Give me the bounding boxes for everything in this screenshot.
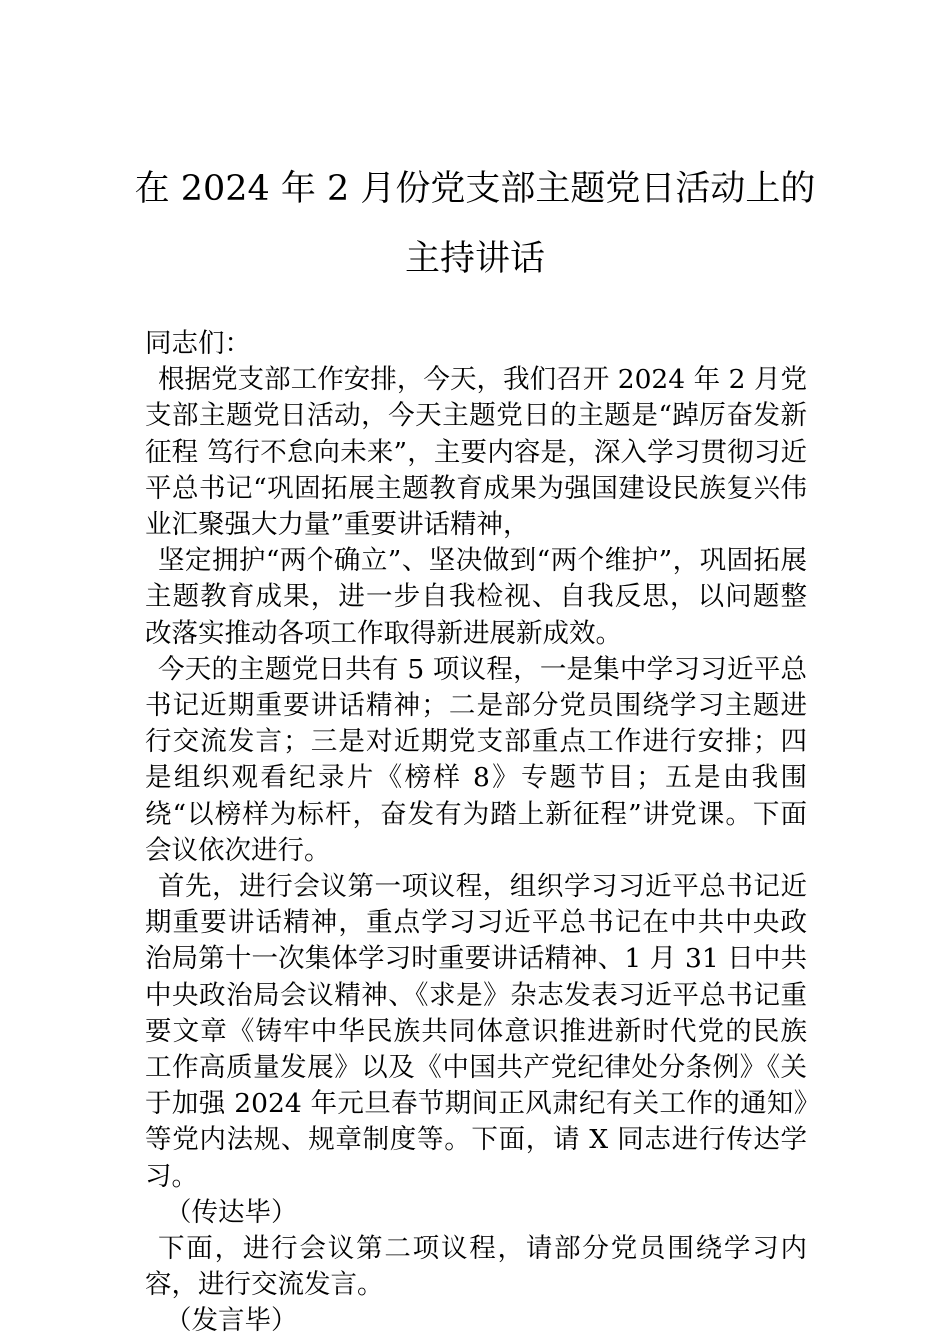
paragraph: 首先，进行会议第一项议程，组织学习习近平总书记近期重要讲话精神，重点学习习近平总书记在中共中央政治局第十一次集体学习时重要讲话精神、1 月 31 日中共中央政治局会议精神、《求是》杂志发表习近平总书记重要文章《铸牢中华民族共同体意识推进新时代党的民族工作高质量发展》以及《中国共产党纪律处分条例》《关于加强 2024 年元旦春节期间正风肃纪有关工作的通知》等党内法规、规章制度等。下面，请 X 同志进行传达学习。 — [145, 871, 807, 1192]
document-body — [145, 326, 807, 1340]
paragraph: 根据党支部工作安排，今天，我们召开 2024 年 2 月党支部主题党日活动，今天主题党日的主题是“踔厉奋发新征程 笃行不怠向未来”，主要内容是，深入学习贯彻习近平总书记“巩固拓展主题教育成果为强国建设民族复兴伟业汇聚强大力量”重要讲话精神， — [145, 364, 807, 541]
document-title-line-1: 在 2024 年 2 月份党支部主题党日活动上的 — [134, 169, 816, 209]
paragraph: 坚定拥护“两个确立”、坚决做到“两个维护”，巩固拓展主题教育成果，进一步自我检视、自我反思，以问题整改落实推动各项工作取得新进展新成效。 — [145, 545, 807, 649]
document-title-line-2: 主持讲话 — [404, 239, 545, 279]
paragraph: 下面，进行会议第二项议程，请部分党员围绕学习内容，进行交流发言。 — [145, 1233, 807, 1301]
paragraph: 今天的主题党日共有 5 项议程，一是集中学习习近平总书记近期重要讲话精神；二是部分党员围绕学习主题进行交流发言；三是对近期党支部重点工作进行安排；四是组织观看纪录片《榜样 8》专题节目；五是由我围绕“以榜样为标杆，奋发有为踏上新征程”讲党课。下面会议依次进行。 — [145, 653, 807, 866]
salutation: 同志们： — [145, 328, 251, 359]
paragraph-note: （传达毕） — [165, 1196, 298, 1228]
paragraph-note: （发言毕） — [165, 1305, 298, 1337]
